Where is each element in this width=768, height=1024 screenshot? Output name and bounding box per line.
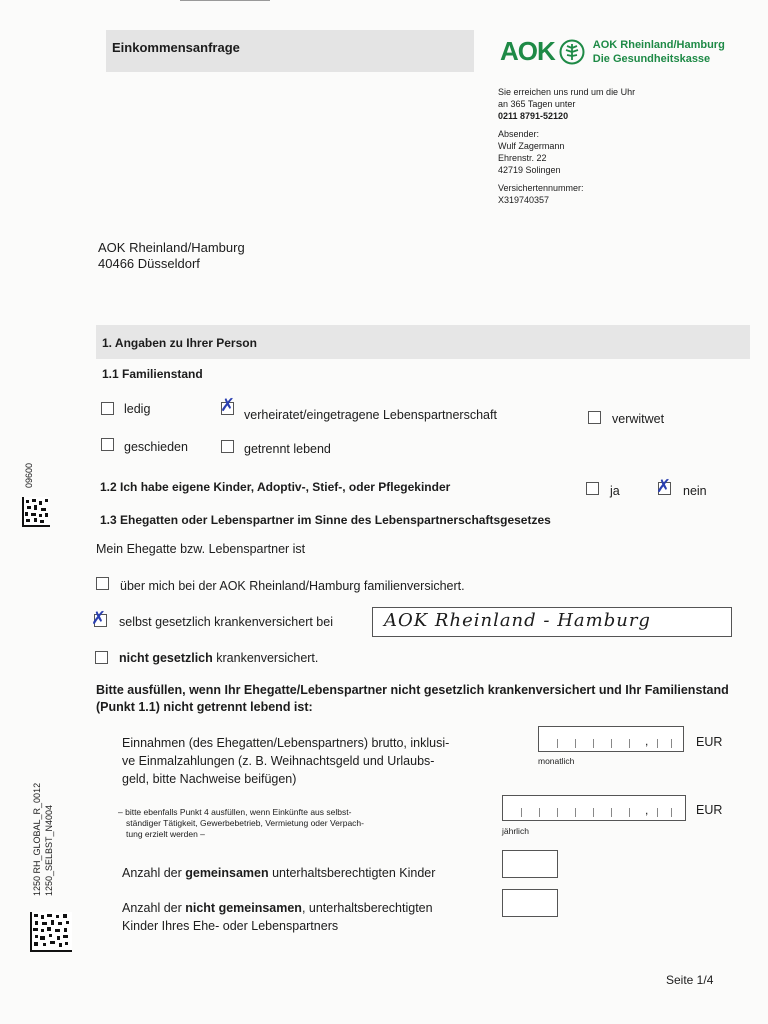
- data-matrix-code-bottom: [30, 912, 72, 952]
- recipient-line1: AOK Rheinland/Hamburg: [98, 240, 245, 255]
- monthly-income-field[interactable]: ,: [538, 726, 684, 752]
- data-matrix-code-top: [22, 497, 50, 527]
- checkmark-cross-icon: ✗: [656, 476, 672, 497]
- section-1-title: 1. Angaben zu Ihrer Person: [102, 336, 257, 350]
- checkbox-verwitwet[interactable]: [588, 411, 601, 424]
- label-verheiratet: verheiratet/eingetragene Lebenspartnerschaft: [244, 408, 497, 422]
- other-children-label: Anzahl der nicht gemeinsamen, unterhaltsberechtigten Kinder Ihres Ehe- oder Lebenspartners: [122, 901, 433, 933]
- contact-line2: an 365 Tagen unter: [498, 99, 576, 109]
- page-number: Seite 1/4: [666, 973, 714, 987]
- income-description: Einnahmen (des Ehegatten/Lebenspartners) brutto, inklusi- ve Einmalzahlungen (z. B. Weihnachtsgeld und Urlaubs- geld, bitte Nachweise beifügen): [122, 736, 450, 786]
- insurer-handwritten-value: AOK Rheinland - Hamburg: [384, 610, 651, 631]
- currency-yearly: EUR: [696, 803, 723, 817]
- yearly-income-field[interactable]: ,: [502, 795, 686, 821]
- form-title: Einkommensanfrage: [112, 40, 240, 55]
- recipient-address: [98, 240, 245, 272]
- checkbox-ledig[interactable]: [101, 402, 114, 415]
- margin-code-2: 1250_SELBST_N4004: [44, 804, 54, 896]
- section-1-header: [96, 325, 750, 359]
- checkmark-cross-icon: ✗: [91, 608, 107, 629]
- contact-phone: 0211 8791-52120: [498, 111, 569, 121]
- label-geschieden: geschieden: [124, 440, 188, 454]
- contact-block: [498, 86, 635, 206]
- sender-city: 42719 Solingen: [498, 165, 561, 175]
- label-familienversichert: über mich bei der AOK Rheinland/Hamburg familienversichert.: [120, 579, 465, 593]
- common-children-label: Anzahl der gemeinsamen unterhaltsberechtigten Kinder: [122, 866, 436, 880]
- section-1-1-title: 1.1 Familienstand: [102, 367, 203, 381]
- label-nicht-gesetzlich: nicht gesetzlich krankenversichert.: [119, 651, 319, 665]
- section-1-3-title: 1.3 Ehegatten oder Lebenspartner im Sinne des Lebenspartnerschaftsgesetzes: [100, 513, 551, 527]
- other-children-field[interactable]: [502, 889, 558, 917]
- label-ledig: ledig: [124, 402, 151, 416]
- self-employment-note: – bitte ebenfalls Punkt 4 ausfüllen, wenn Einkünfte aus selbst- ständiger Tätigkeit, Gewerbebetrieb, Vermietung oder Verpach- tung erzielt werden –: [118, 807, 364, 839]
- section-1-2-title: 1.2 Ich habe eigene Kinder, Adoptiv-, Stief-, oder Pflegekinder: [100, 480, 451, 494]
- tree-emblem-icon: [559, 39, 585, 65]
- sender-label: Absender:: [498, 129, 540, 139]
- label-getrennt: getrennt lebend: [244, 442, 331, 456]
- currency-monthly: EUR: [696, 735, 723, 749]
- sender-name: Wulf Zagermann: [498, 141, 565, 151]
- form-title-bar: [106, 30, 474, 72]
- margin-code-top: 09600: [24, 462, 34, 488]
- label-selbst-versichert: selbst gesetzlich krankenversichert bei: [119, 615, 333, 629]
- fill-in-note: Bitte ausfüllen, wenn Ihr Ehegatte/Lebenspartner nicht gesetzlich krankenversichert und Ihr Familienstand (Punkt 1.1) nicht getrennt lebend ist:: [96, 683, 729, 714]
- logo-line2: Die Gesundheitskasse: [592, 52, 711, 65]
- checkbox-children-ja[interactable]: [586, 482, 599, 495]
- label-verwitwet: verwitwet: [612, 412, 665, 426]
- monthly-label: monatlich: [538, 756, 575, 766]
- sender-street: Ehrenstr. 22: [498, 153, 547, 163]
- yearly-label: jährlich: [502, 826, 529, 836]
- checkmark-cross-icon: ✗: [220, 395, 236, 416]
- insurance-label: Versichertennummer:: [498, 183, 584, 193]
- insurance-number: X319740357: [498, 195, 550, 205]
- label-children-nein: nein: [683, 484, 707, 498]
- contact-line1: Sie erreichen uns rund um die Uhr: [498, 87, 636, 97]
- spouse-intro: Mein Ehegatte bzw. Lebenspartner ist: [96, 542, 306, 556]
- checkbox-geschieden[interactable]: [101, 438, 114, 451]
- common-children-field[interactable]: [502, 850, 558, 878]
- recipient-line2: 40466 Düsseldorf: [98, 256, 200, 271]
- margin-code-1: 1250 RH_GLOBAL_R_0012: [32, 782, 42, 896]
- aok-logo: [500, 36, 725, 67]
- checkbox-getrennt[interactable]: [221, 440, 234, 453]
- top-edge-line: [180, 0, 270, 1]
- logo-line1: AOK Rheinland/Hamburg: [592, 38, 725, 51]
- logo-wordmark: AOK: [500, 36, 555, 66]
- checkbox-nicht-gesetzlich[interactable]: [95, 651, 108, 664]
- checkbox-familienversichert[interactable]: [96, 577, 109, 590]
- label-children-ja: ja: [610, 484, 620, 498]
